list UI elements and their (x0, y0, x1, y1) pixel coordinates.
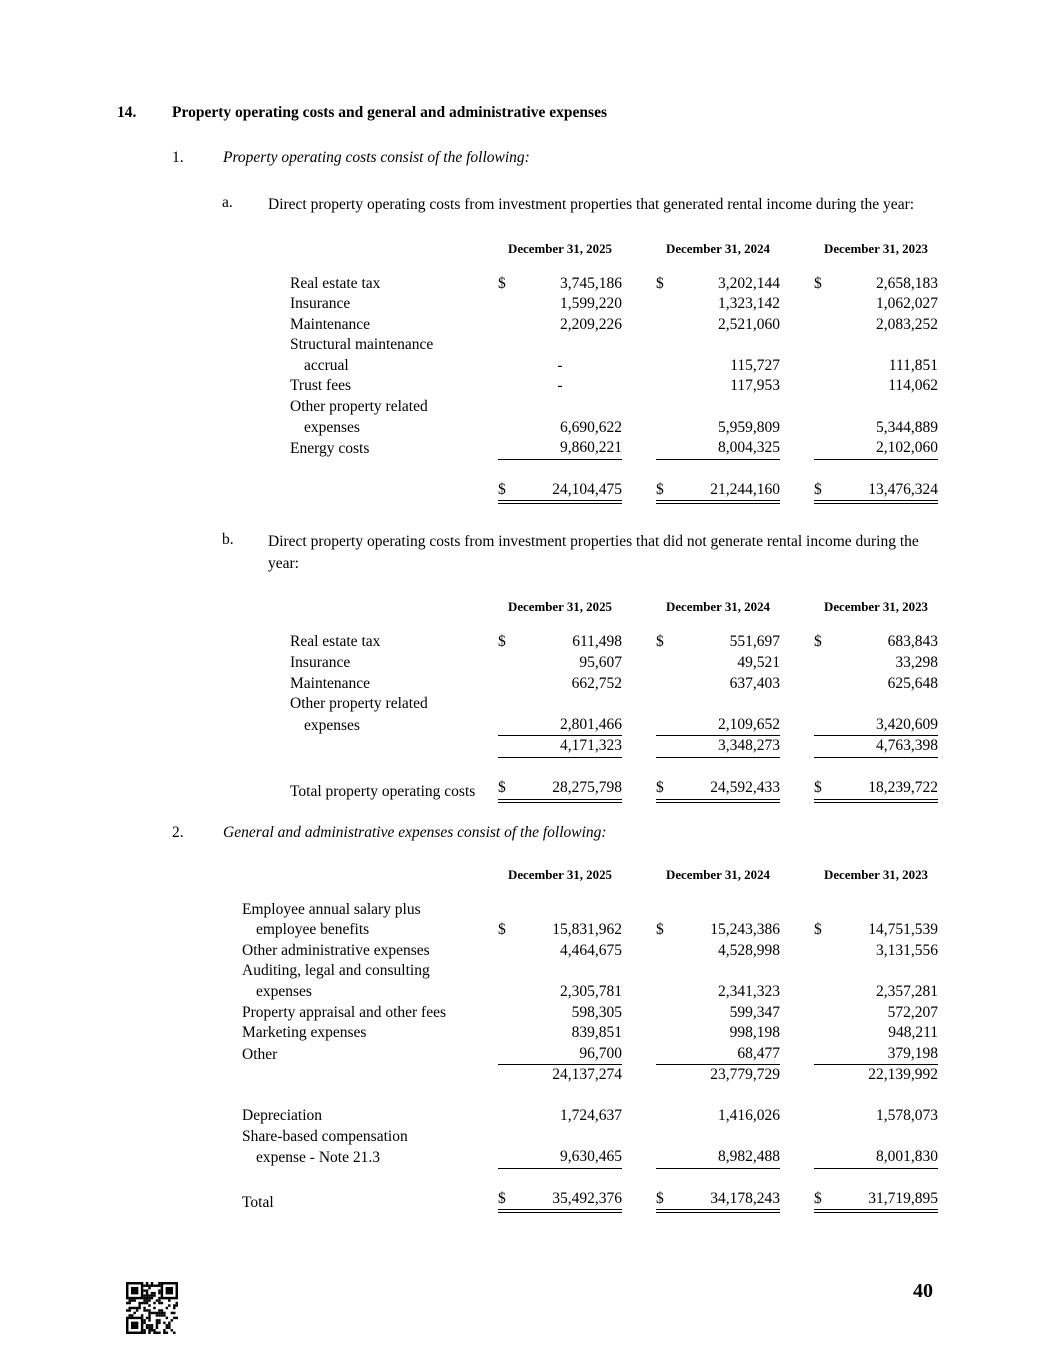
cell-value: 4,464,675 (560, 941, 622, 959)
item-1-number: 1. (172, 149, 184, 166)
cell-value: 24,137,274 (552, 1066, 622, 1084)
table-row (242, 1044, 938, 1066)
row-label: Marketing expenses (242, 1024, 367, 1042)
cell-value: 14,751,539 (868, 921, 938, 939)
cell-value: 6,690,622 (560, 418, 622, 436)
row-label: Auditing, legal and consulting (242, 962, 430, 980)
row-label: Energy costs (290, 440, 370, 458)
cell-value: 598,305 (571, 1003, 622, 1021)
row-label: Other property related (290, 398, 428, 416)
qr-code (126, 1282, 178, 1334)
section-heading (117, 104, 933, 122)
table-cell (814, 1044, 938, 1066)
table-non-rental-income (290, 600, 938, 802)
section-title: Property operating costs and general and administrative expenses (172, 104, 607, 121)
cell-value: 4,528,998 (718, 941, 780, 959)
table-cell (814, 920, 938, 941)
table-row (290, 315, 938, 336)
row-label: Real estate tax (290, 274, 381, 292)
row-label: Insurance (290, 295, 351, 313)
row-label: Other (242, 1045, 278, 1063)
item-2-number: 2. (172, 823, 184, 841)
table-cell (656, 920, 780, 941)
table-cell (656, 736, 780, 758)
page-footer (117, 1278, 933, 1334)
table-cell (656, 632, 780, 653)
cell-value: 2,083,252 (876, 315, 938, 333)
cell-value: 1,599,220 (560, 295, 622, 313)
cell-value: 2,305,781 (560, 982, 622, 1000)
table-cell (498, 1065, 622, 1086)
cell-value: 8,982,488 (718, 1148, 780, 1166)
cell-value: 948,211 (888, 1024, 938, 1042)
table-cell (814, 1023, 938, 1044)
cell-value: 2,801,466 (560, 715, 622, 733)
table-cell (498, 1147, 622, 1169)
table-cell (498, 920, 622, 941)
row-label: Maintenance (290, 674, 371, 692)
table-cell (656, 315, 780, 336)
table-row (290, 274, 938, 295)
cell-value: 31,719,895 (868, 1189, 938, 1207)
cell-value: 34,178,243 (710, 1189, 780, 1207)
table-cell (814, 315, 938, 336)
table-cell (656, 653, 780, 674)
cell-value: 1,062,027 (876, 295, 938, 313)
table-cell (814, 376, 938, 397)
table-cell (656, 356, 780, 377)
subitem-b-text: Direct property operating costs from investment properties that did not generate rental income during the year: (268, 533, 919, 572)
table-cell (498, 736, 622, 758)
table-row (242, 1189, 938, 1214)
cell-value: 8,001,830 (876, 1148, 938, 1166)
table-cell (656, 1003, 780, 1024)
table-row (242, 1003, 938, 1024)
table-row (290, 715, 938, 737)
table-cell (498, 1106, 622, 1127)
column-header: December 31, 2025 (508, 600, 612, 615)
table-cell (656, 1044, 780, 1066)
subitem-a (222, 194, 933, 216)
cell-value: 379,198 (887, 1044, 938, 1062)
table-cell (656, 941, 780, 962)
row-label: Trust fees (290, 377, 352, 395)
table-row (290, 736, 938, 758)
column-header: December 31, 2023 (824, 867, 928, 882)
table-row (242, 1023, 938, 1044)
cell-value: 3,202,144 (718, 274, 780, 292)
currency-symbol: $ (656, 633, 664, 651)
table-row (290, 694, 933, 715)
table-cell (498, 438, 622, 460)
table-cell (498, 715, 622, 737)
cell-value: 9,630,465 (560, 1148, 622, 1166)
currency-symbol: $ (814, 779, 822, 796)
cell-value: 28,275,798 (552, 779, 622, 796)
table-cell (498, 778, 622, 803)
table-cell (656, 778, 780, 803)
table-row (242, 1106, 938, 1127)
table-cell (814, 1065, 938, 1086)
table-cell (814, 1189, 938, 1214)
table-cell (498, 418, 622, 439)
column-header: December 31, 2024 (666, 867, 770, 882)
cell-value: 611,498 (572, 633, 622, 651)
item-2 (172, 824, 933, 842)
table-cell (498, 1044, 622, 1066)
table-cell (498, 356, 622, 377)
row-label: employee benefits (256, 921, 370, 939)
currency-symbol: $ (498, 1189, 506, 1207)
table-cell (656, 376, 780, 397)
table-cell (656, 715, 780, 737)
cell-value: 2,521,060 (718, 315, 780, 333)
table-row (290, 438, 938, 460)
table-cell (498, 1003, 622, 1024)
cell-value: 96,700 (579, 1044, 622, 1062)
row-label: Employee annual salary plus (242, 900, 421, 918)
cell-value: 9,860,221 (560, 439, 622, 457)
cell-value: 2,658,183 (876, 274, 938, 292)
currency-symbol: $ (498, 480, 506, 498)
table-cell (814, 941, 938, 962)
cell-value: 111,851 (888, 356, 938, 374)
cell-value: 2,102,060 (876, 439, 938, 457)
table-cell (498, 941, 622, 962)
currency-symbol: $ (656, 274, 664, 292)
table-cell (814, 778, 938, 803)
currency-symbol: $ (814, 274, 822, 292)
row-label: Total (242, 1193, 274, 1211)
row-label: expenses (256, 982, 312, 1000)
cell-value: 4,763,398 (876, 737, 938, 755)
column-header: December 31, 2025 (508, 867, 612, 882)
cell-value: 33,298 (895, 654, 938, 672)
row-label: Other property related (290, 695, 428, 713)
column-header: December 31, 2024 (666, 241, 770, 256)
cell-value: 115,727 (730, 356, 780, 374)
subitem-b (222, 531, 933, 574)
table-row (242, 1147, 938, 1169)
cell-value: 1,416,026 (718, 1106, 780, 1124)
table-row (290, 418, 938, 439)
currency-symbol: $ (814, 633, 822, 651)
table-cell (814, 674, 938, 695)
cell-value: 68,477 (737, 1044, 780, 1062)
table-cell (814, 418, 938, 439)
table-cell (814, 356, 938, 377)
table-cell (498, 1189, 622, 1214)
cell-value: 572,207 (887, 1003, 938, 1021)
table-row (242, 1065, 938, 1086)
table-cell (656, 982, 780, 1003)
table-cell (498, 632, 622, 653)
column-header: December 31, 2025 (508, 241, 612, 256)
cell-value: 1,724,637 (560, 1106, 622, 1124)
table-row (290, 335, 933, 356)
cell-value: 3,420,609 (876, 715, 938, 733)
cell-value: 4,171,323 (560, 737, 622, 755)
table-cell (498, 982, 622, 1003)
row-label: Real estate tax (290, 633, 381, 651)
subitem-b-letter: b. (222, 531, 234, 549)
table-cell (814, 1003, 938, 1024)
table-row (290, 674, 938, 695)
currency-symbol: $ (814, 921, 822, 939)
table-row (290, 397, 933, 418)
table-row (290, 480, 938, 505)
table-row (290, 653, 938, 674)
currency-symbol: $ (814, 1189, 822, 1207)
row-label: Structural maintenance (290, 336, 434, 354)
table-cell (656, 1189, 780, 1214)
column-header: December 31, 2023 (824, 241, 928, 256)
table-cell (656, 1065, 780, 1086)
item-1 (172, 149, 933, 167)
table-row (242, 900, 933, 921)
table-row (242, 1127, 933, 1148)
table-cell (656, 274, 780, 295)
table-cell (656, 1147, 780, 1169)
currency-symbol: $ (656, 779, 664, 796)
row-label: Depreciation (242, 1106, 323, 1124)
table-cell (498, 294, 622, 315)
column-header: December 31, 2023 (824, 600, 928, 615)
cell-value: 662,752 (571, 674, 622, 692)
cell-value: 15,831,962 (552, 921, 622, 939)
table-cell (498, 653, 622, 674)
table-row (242, 920, 938, 941)
cell-value: 2,109,652 (718, 715, 780, 733)
cell-value: 2,209,226 (560, 315, 622, 333)
table-row (290, 632, 938, 653)
row-label: accrual (304, 356, 349, 374)
table-general-admin-expenses (242, 867, 938, 1214)
cell-value: 637,403 (729, 674, 780, 692)
cell-value: 5,344,889 (876, 418, 938, 436)
table-cell (656, 1106, 780, 1127)
cell-value: 22,139,992 (868, 1066, 938, 1084)
table-cell (814, 294, 938, 315)
table-cell (656, 674, 780, 695)
table-cell (814, 736, 938, 758)
cell-value: 24,592,433 (710, 779, 780, 796)
table-row (242, 941, 938, 962)
cell-value: 8,004,325 (718, 439, 780, 457)
table-cell (814, 274, 938, 295)
row-label: Share-based compensation (242, 1127, 408, 1145)
cell-value: 23,779,729 (710, 1066, 780, 1084)
table-cell (814, 715, 938, 737)
table-row (242, 961, 933, 982)
table-row (290, 778, 938, 803)
cell-value: 5,959,809 (718, 418, 780, 436)
cell-value: 21,244,160 (710, 480, 780, 498)
row-label: Maintenance (290, 315, 371, 333)
item-1-text: Property operating costs consist of the following: (223, 149, 530, 166)
cell-value: 95,607 (579, 654, 622, 672)
row-label: Other administrative expenses (242, 941, 430, 959)
row-label: Insurance (290, 654, 351, 672)
cell-value: 117,953 (730, 377, 780, 395)
table-cell (498, 674, 622, 695)
cell-value: 998,198 (729, 1024, 780, 1042)
cell-value: 49,521 (737, 654, 780, 672)
table-cell (656, 480, 780, 505)
table-cell (814, 632, 938, 653)
cell-value: 13,476,324 (868, 480, 938, 498)
currency-symbol: $ (498, 779, 506, 796)
table-row (290, 356, 938, 377)
table-cell (498, 376, 622, 397)
column-header: December 31, 2024 (666, 600, 770, 615)
table-cell (814, 982, 938, 1003)
table-cell (656, 294, 780, 315)
table-cell (498, 274, 622, 295)
table-row (242, 982, 938, 1003)
item-2-text: General and administrative expenses consist of the following: (223, 823, 607, 841)
cell-value: 2,341,323 (718, 982, 780, 1000)
cell-value: 114,062 (888, 377, 938, 395)
row-label: Property appraisal and other fees (242, 1003, 447, 1021)
cell-value: 1,323,142 (718, 295, 780, 313)
table-cell (814, 438, 938, 460)
subitem-a-text: Direct property operating costs from investment properties that generated rental income during the year: (268, 196, 915, 213)
row-label: expense - Note 21.3 (256, 1149, 380, 1167)
subitem-a-letter: a. (222, 194, 233, 211)
table-header-row (242, 868, 933, 883)
table-header-row (290, 600, 933, 615)
table-row (290, 376, 938, 397)
cell-value: 551,697 (729, 633, 780, 651)
cell-value: 3,348,273 (718, 737, 780, 755)
cell-value: 2,357,281 (876, 982, 938, 1000)
cell-value: 683,843 (887, 633, 938, 651)
table-cell (656, 1023, 780, 1044)
currency-symbol: $ (656, 1189, 664, 1207)
currency-symbol: $ (656, 921, 664, 939)
cell-value: 625,648 (887, 674, 938, 692)
table-cell (814, 480, 938, 505)
table-cell (656, 418, 780, 439)
cell-value: 839,851 (571, 1024, 622, 1042)
cell-value: 24,104,475 (552, 480, 622, 498)
table-row (290, 294, 938, 315)
cell-value: 3,131,556 (876, 941, 938, 959)
table-cell (814, 653, 938, 674)
currency-symbol: $ (498, 274, 506, 292)
table-cell (656, 438, 780, 460)
table-cell (498, 315, 622, 336)
row-label: expenses (304, 418, 360, 436)
cell-value: - (557, 377, 563, 395)
currency-symbol: $ (498, 921, 506, 939)
cell-value: 599,347 (729, 1003, 780, 1021)
currency-symbol: $ (498, 633, 506, 651)
section-number: 14. (117, 104, 137, 121)
row-label: expenses (304, 716, 360, 734)
currency-symbol: $ (814, 480, 822, 498)
table-cell (498, 1023, 622, 1044)
cell-value: 15,243,386 (710, 921, 780, 939)
table-generated-rental-income (290, 241, 938, 505)
currency-symbol: $ (656, 480, 664, 498)
table-cell (498, 480, 622, 505)
page-number: 40 (913, 1280, 933, 1302)
table-header-row (290, 242, 933, 257)
cell-value: 35,492,376 (552, 1189, 622, 1207)
cell-value: 3,745,186 (560, 274, 622, 292)
table-cell (814, 1106, 938, 1127)
cell-value: 18,239,722 (868, 779, 938, 796)
cell-value: 1,578,073 (876, 1106, 938, 1124)
table-cell (814, 1147, 938, 1169)
row-label: Total property operating costs (290, 783, 476, 800)
cell-value: - (557, 356, 563, 374)
